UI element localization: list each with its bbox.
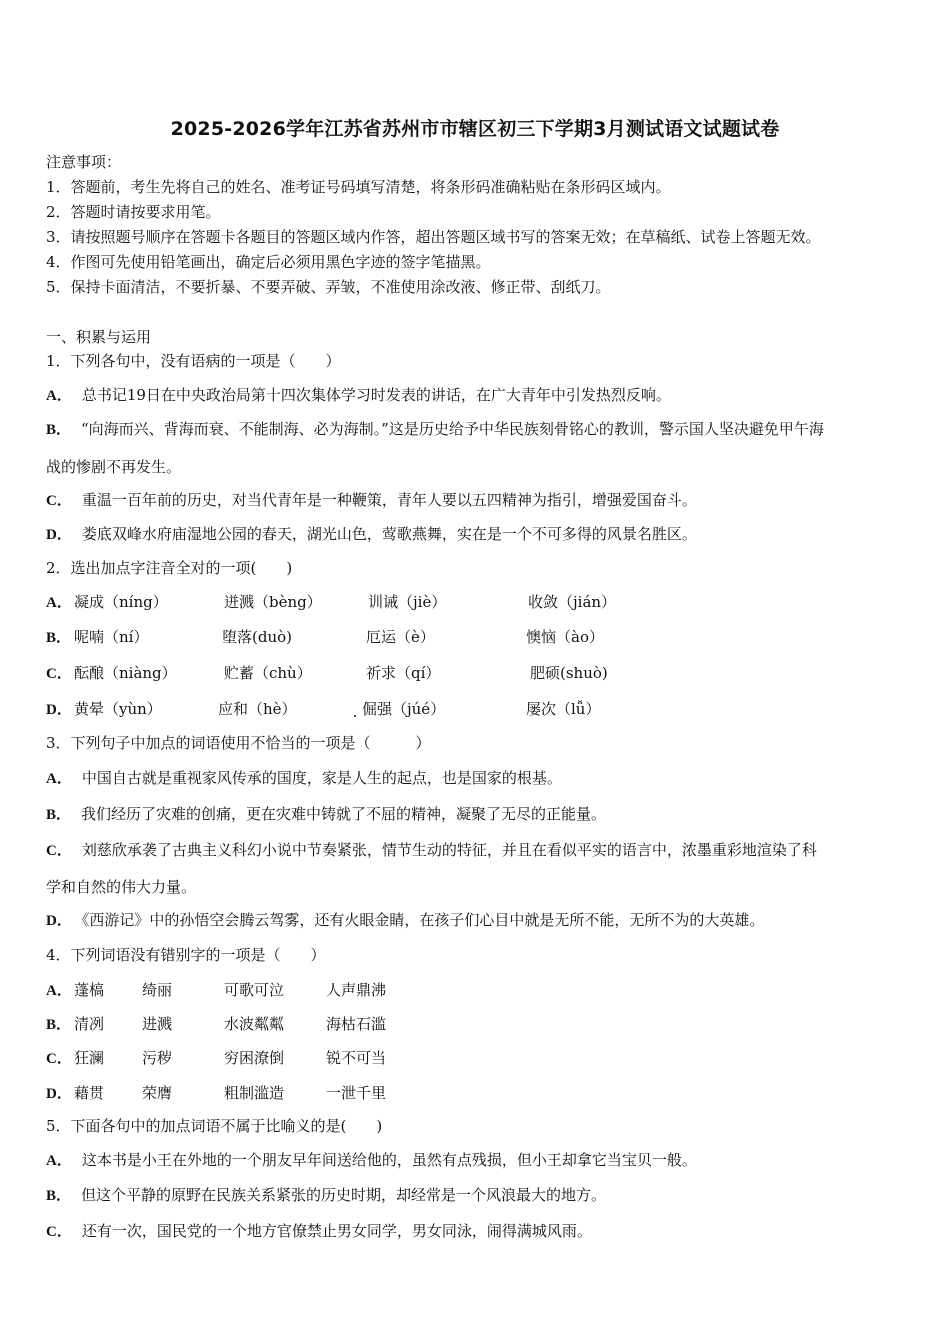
option-item: 屡次（lǚ） (526, 700, 601, 718)
option-text: 还有一次，国民党的一个地方官僚禁止男女同学，男女同泳，闹得满城风雨。 (81, 1222, 592, 1240)
option-letter: B． (46, 630, 72, 646)
option-item: 蓬槁 (74, 981, 105, 999)
option-item: 酝酿（niàng） (74, 664, 177, 682)
q3-option-b (46, 804, 606, 825)
option-item: 厄运（è） (366, 628, 435, 646)
option-item: 人声鼎沸 (326, 981, 387, 999)
q4-option-a (46, 979, 926, 1001)
option-letter: A． (46, 1153, 72, 1169)
notice-heading: 注意事项： (46, 153, 122, 171)
option-letter: C． (46, 1224, 72, 1240)
option-item: 清冽 (74, 1015, 105, 1033)
option-letter: C． (46, 666, 72, 682)
option-letter: D． (46, 913, 72, 929)
q5-option-c (46, 1221, 592, 1242)
option-text: 娄底双峰水府庙湿地公园的春天，湖光山色，莺歌燕舞，实在是一个不可多得的风景名胜区。 (81, 525, 697, 543)
option-item: 祈求（qí） (366, 664, 441, 682)
option-item: 迸溅（bèng） (224, 593, 322, 611)
option-item: 海枯石滥 (326, 1015, 387, 1033)
notice-item: 3．请按照题号顺序在答题卡各题目的答题区域内作答，超出答题区域书写的答案无效；在草稿纸、试卷上答题无效。 (46, 228, 821, 246)
option-text: 但这个平静的原野在民族关系紧张的历史时期，却经常是一个风浪最大的地方。 (81, 1186, 607, 1204)
option-item: 凝成（níng） (74, 593, 168, 611)
option-item: 应和（hè） (218, 700, 297, 718)
q3-option-d (46, 910, 764, 931)
option-item: 一泄千里 (326, 1084, 387, 1102)
q1-option-c (46, 490, 697, 511)
option-item: 训诫（jiè） (368, 593, 447, 611)
option-item: 贮蓄（chù） (224, 664, 312, 682)
option-item: 收敛（jián） (528, 593, 617, 611)
q2-option-c (46, 662, 926, 684)
question-4-stem: 4．下列词语没有错别字的一项是（ ） (46, 946, 326, 964)
option-item: 藉贯 (74, 1084, 105, 1102)
option-item: 荣膺 (142, 1084, 173, 1102)
notice-item: 4．作图可先使用铅笔画出，确定后必须用黑色字迹的签字笔描黑。 (46, 253, 491, 271)
option-text: 重温一百年前的历史，对当代青年是一种鞭策，青年人要以五四精神为指引，增强爱国奋斗。 (81, 491, 697, 509)
option-item: 呢喃（ní） (74, 628, 149, 646)
option-letter: A． (46, 595, 72, 611)
option-letter: D． (46, 1086, 72, 1102)
option-text: “向海而兴、背海而衰、不能制海、必为海制。”这是历史给予中华民族刻骨铭心的教训，警示国人坚决避免甲午海 (81, 420, 824, 438)
option-item: 进溅 (142, 1015, 173, 1033)
option-item: 倔强（júé） (362, 700, 446, 718)
option-letter: B． (46, 1188, 72, 1204)
q3-option-a (46, 768, 562, 789)
option-letter: D． (46, 702, 72, 718)
option-letter: A． (46, 388, 72, 404)
q4-option-b (46, 1013, 926, 1035)
option-item: 狂澜 (74, 1049, 105, 1067)
q1-option-b (46, 419, 824, 440)
option-text: 中国自古就是重视家风传承的国度，家是人生的起点，也是国家的根基。 (81, 769, 562, 787)
question-3-stem: 3．下列句子中加点的词语使用不恰当的一项是（ ） (46, 734, 431, 752)
q2-option-a (46, 591, 926, 613)
question-1-stem: 1．下列各句中，没有语病的一项是（ ） (46, 352, 341, 370)
page-title: 2025-2026学年江苏省苏州市市辖区初三下学期3月测试语文试题试卷 (170, 118, 780, 140)
q4-option-c (46, 1047, 926, 1069)
q2-option-d (46, 698, 926, 720)
option-item: 可歌可泣 (224, 981, 285, 999)
q1-option-d (46, 524, 697, 545)
option-item: 锐不可当 (326, 1049, 387, 1067)
question-2-stem: 2．选出加点字注音全对的一项( ) (46, 559, 293, 577)
option-text: 《西游记》中的孙悟空会腾云驾雾，还有火眼金睛，在孩子们心目中就是无所不能，无所不为的大英雄。 (81, 911, 765, 929)
option-item: 穷困潦倒 (224, 1049, 285, 1067)
option-letter: C． (46, 843, 72, 859)
notice-item: 1．答题前，考生先将自己的姓名、准考证号码填写清楚，将条形码准确粘贴在条形码区域内。 (46, 178, 671, 196)
option-item: 黄晕（yùn） (74, 700, 162, 718)
option-item: 绮丽 (142, 981, 173, 999)
q1-option-a (46, 385, 671, 406)
option-letter: A． (46, 983, 72, 999)
option-item: 水波粼粼 (224, 1015, 285, 1033)
option-letter: B． (46, 1017, 72, 1033)
option-text: 这本书是小王在外地的一个朋友早年间送给他的，虽然有点残损，但小王却拿它当宝贝一般。 (81, 1151, 697, 1169)
section-heading: 一、积累与运用 (46, 328, 152, 346)
option-item: 懊恼（ào） (526, 628, 604, 646)
q2-option-b (46, 626, 926, 648)
option-item: 堕落(duò) (222, 628, 292, 646)
notice-item: 2．答题时请按要求用笔。 (46, 203, 221, 221)
option-letter: C． (46, 493, 72, 509)
option-text: 我们经历了灾难的创痛，更在灾难中铸就了不屈的精神，凝聚了无尽的正能量。 (81, 805, 607, 823)
q3-option-c (46, 840, 817, 861)
option-item: 肥硕(shuò) (530, 664, 608, 682)
q1-option-b-cont: 战的惨剧不再发生。 (46, 458, 182, 476)
q5-option-a (46, 1150, 697, 1171)
emphasis-dot (354, 715, 356, 717)
q3-option-c-cont: 学和自然的伟大力量。 (46, 878, 197, 896)
option-letter: B． (46, 422, 72, 438)
option-text: 总书记19日在中央政治局第十四次集体学习时发表的讲话，在广大青年中引发热烈反响。 (81, 386, 671, 404)
option-item: 污秽 (142, 1049, 173, 1067)
question-5-stem: 5．下面各句中的加点词语不属于比喻义的是( ) (46, 1117, 383, 1135)
option-letter: A． (46, 771, 72, 787)
option-text: 刘慈欣承袭了古典主义科幻小说中节奏紧张，情节生动的特征，并且在看似平实的语言中，浓墨重彩地渲染了科 (81, 841, 817, 859)
option-letter: B． (46, 807, 72, 823)
option-letter: D． (46, 527, 72, 543)
q5-option-b (46, 1185, 606, 1206)
q4-option-d (46, 1082, 926, 1104)
option-letter: C． (46, 1051, 72, 1067)
option-item: 粗制滥造 (224, 1084, 285, 1102)
notice-item: 5．保持卡面清洁，不要折暴、不要弄破、弄皱，不准使用涂改液、修正带、刮纸刀。 (46, 278, 611, 296)
